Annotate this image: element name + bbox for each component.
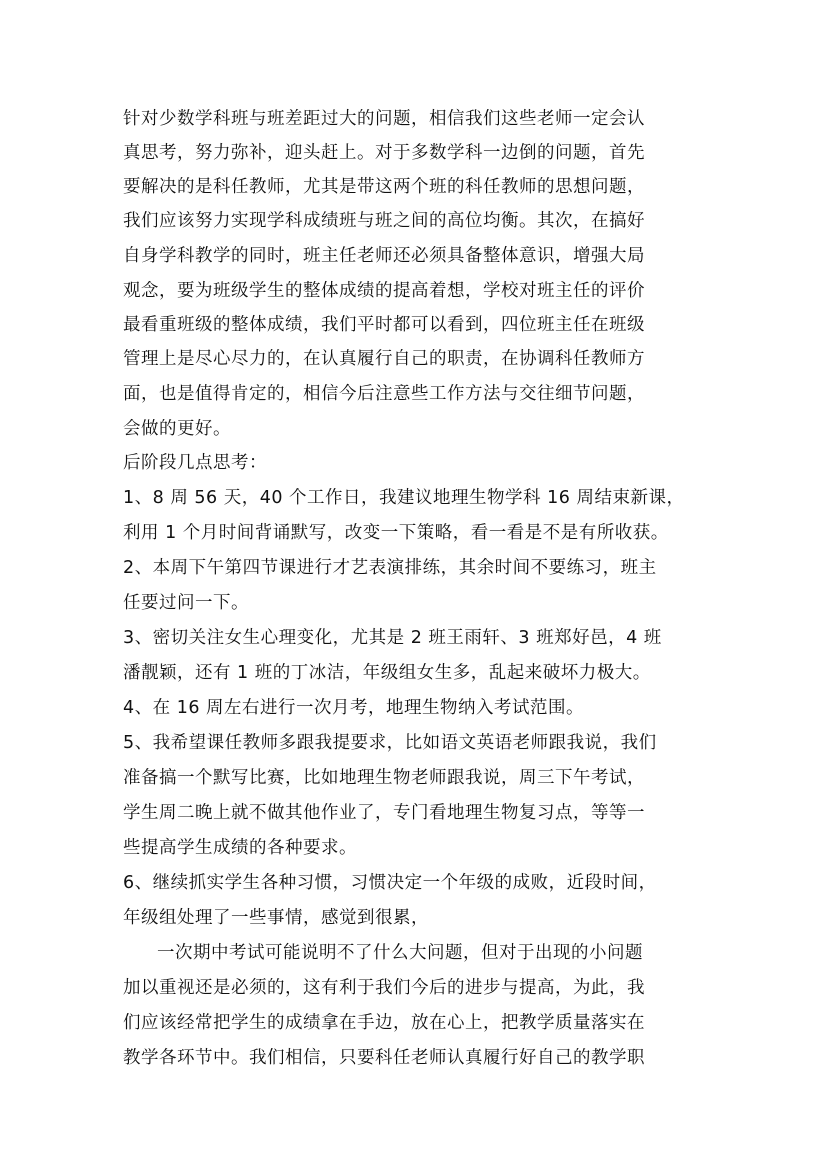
list-item-continuation: 潘靓颖，还有 1 班的丁冰洁，年级组女生多，乱起来破坏力极大。: [123, 663, 651, 683]
section-heading: 后阶段几点思考：: [123, 453, 267, 473]
list-item-continuation: 些提高学生成绩的各种要求。: [123, 838, 357, 858]
list-item-continuation: 利用 1 个月时间背诵默写，改变一下策略，看一看是不是有所收获。: [123, 523, 669, 543]
text-line: 针对少数学科班与班差距过大的问题，相信我们这些老师一定会认: [123, 109, 645, 129]
text-line: 我们应该努力实现学科成绩班与班之间的高位均衡。其次，在搞好: [123, 211, 645, 231]
list-item-continuation: 准备搞一个默写比赛，比如地理生物老师跟我说，周三下午考试，: [123, 768, 645, 788]
text-line: 最看重班级的整体成绩，我们平时都可以看到，四位班主任在班级: [123, 315, 645, 335]
list-item: 1、8 周 56 天，40 个工作日，我建议地理生物学科 16 周结束新课，: [123, 488, 685, 508]
text-line: 要解决的是科任教师，尤其是带这两个班的科任教师的思想问题，: [123, 177, 645, 197]
list-item: 4、在 16 周左右进行一次月考，地理生物纳入考试范围。: [123, 698, 585, 718]
list-item: 2、本周下午第四节课进行才艺表演排练，其余时间不要练习，班主: [123, 558, 657, 578]
list-item-continuation: 学生周二晚上就不做其他作业了，专门看地理生物复习点，等等一: [123, 803, 645, 823]
list-item: 3、密切关注女生心理变化，尤其是 2 班王雨轩、3 班郑好邑，4 班: [123, 628, 662, 648]
text-line: 会做的更好。: [123, 419, 231, 439]
text-line: 管理上是尽心尽力的，在认真履行自己的职责，在协调科任教师方: [123, 349, 645, 369]
list-item-continuation: 年级组处理了一些事情，感觉到很累，: [123, 908, 429, 928]
text-line: 真思考，努力弥补，迎头赶上。对于多数学科一边倒的问题，首先: [123, 143, 645, 163]
text-line: 自身学科教学的同时，班主任老师还必须具备整体意识，增强大局: [123, 246, 645, 266]
text-line: 观念，要为班级学生的整体成绩的提高着想，学校对班主任的评价: [123, 281, 645, 301]
list-item-continuation: 任要过问一下。: [123, 593, 249, 613]
text-line: 加以重视还是必须的，这有利于我们今后的进步与提高，为此，我: [123, 978, 645, 998]
list-item: 6、继续抓实学生各种习惯，习惯决定一个年级的成败，近段时间，: [123, 873, 657, 893]
paragraph-first-line: 一次期中考试可能说明不了什么大问题，但对于出现的小问题: [157, 943, 643, 963]
text-line: 面，也是值得肯定的，相信今后注意些工作方法与交往细节问题，: [123, 384, 645, 404]
list-item: 5、我希望课任教师多跟我提要求，比如语文英语老师跟我说，我们: [123, 733, 657, 753]
text-line: 们应该经常把学生的成绩拿在手边，放在心上，把教学质量落实在: [123, 1013, 645, 1033]
text-line: 教学各环节中。我们相信，只要科任老师认真履行好自己的教学职: [123, 1048, 645, 1068]
